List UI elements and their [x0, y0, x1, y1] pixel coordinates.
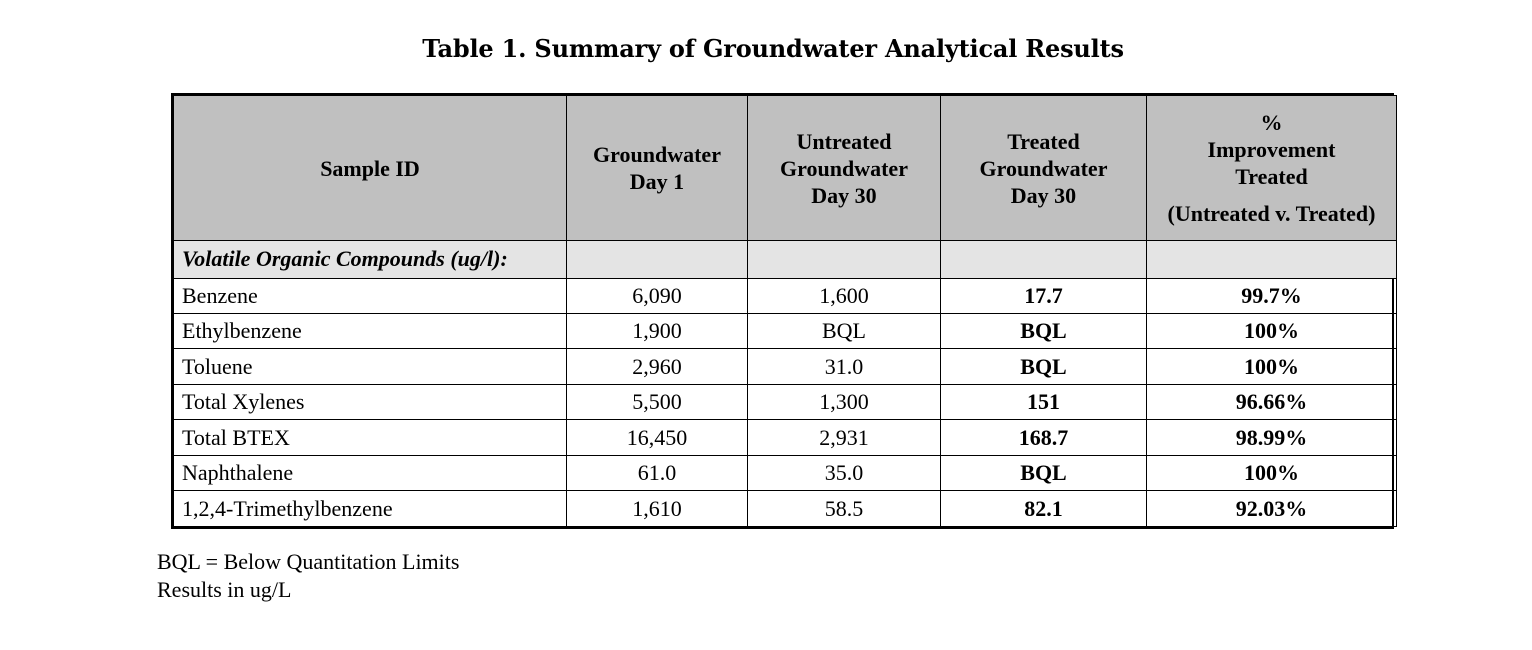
- table-notes: [157, 548, 459, 604]
- header-line: Treated: [1235, 164, 1308, 189]
- column-header-sample-id: Sample ID: [174, 96, 567, 241]
- cell-treated: BQL: [941, 349, 1147, 384]
- table-title: Table 1. Summary of Groundwater Analytical Results: [422, 34, 1124, 63]
- results-table-frame: [171, 93, 1394, 529]
- column-header-improvement: [1147, 96, 1397, 241]
- header-subline: (Untreated v. Treated): [1167, 201, 1376, 226]
- cell-untreated: 1,600: [748, 278, 941, 313]
- header-line: Day 1: [629, 169, 685, 194]
- section-cell: [748, 241, 941, 279]
- section-cell: [941, 241, 1147, 279]
- cell-untreated: 2,931: [748, 420, 941, 455]
- cell-improvement: 100%: [1147, 349, 1397, 384]
- section-label: Volatile Organic Compounds (ug/l):: [174, 241, 567, 279]
- cell-sample-name: Benzene: [174, 278, 567, 313]
- results-table: [173, 95, 1397, 527]
- cell-improvement: 99.7%: [1147, 278, 1397, 313]
- cell-treated: 82.1: [941, 491, 1147, 527]
- cell-day1: 61.0: [567, 455, 748, 490]
- section-row: [174, 241, 1397, 279]
- cell-improvement: 100%: [1147, 314, 1397, 349]
- header-line: %: [1260, 110, 1283, 135]
- section-cell: [567, 241, 748, 279]
- header-line: Day 30: [1010, 182, 1077, 208]
- column-header-untreated: [748, 96, 941, 241]
- cell-improvement: 92.03%: [1147, 491, 1397, 527]
- cell-treated: 168.7: [941, 420, 1147, 455]
- header-line: Improvement: [1207, 137, 1336, 162]
- cell-sample-name: Total Xylenes: [174, 384, 567, 419]
- cell-sample-name: Naphthalene: [174, 455, 567, 490]
- cell-day1: 16,450: [567, 420, 748, 455]
- cell-treated: 17.7: [941, 278, 1147, 313]
- column-header-day1: [567, 96, 748, 241]
- table-row: [174, 384, 1397, 419]
- note-units: Results in ug/L: [157, 577, 292, 602]
- cell-sample-name: 1,2,4-Trimethylbenzene: [174, 491, 567, 527]
- cell-treated: BQL: [941, 455, 1147, 490]
- header-row: [174, 96, 1397, 241]
- cell-sample-name: Toluene: [174, 349, 567, 384]
- table-row: [174, 455, 1397, 490]
- cell-day1: 6,090: [567, 278, 748, 313]
- header-line: Treated: [1007, 128, 1080, 154]
- cell-untreated: 31.0: [748, 349, 941, 384]
- table-row: [174, 491, 1397, 527]
- cell-untreated: 1,300: [748, 384, 941, 419]
- cell-day1: 1,610: [567, 491, 748, 527]
- table-row: [174, 420, 1397, 455]
- cell-improvement: 96.66%: [1147, 384, 1397, 419]
- cell-treated: 151: [941, 384, 1147, 419]
- cell-improvement: 100%: [1147, 455, 1397, 490]
- header-line: Groundwater: [979, 155, 1108, 181]
- cell-untreated: BQL: [748, 314, 941, 349]
- table-row: [174, 349, 1397, 384]
- cell-improvement: 98.99%: [1147, 420, 1397, 455]
- cell-day1: 1,900: [567, 314, 748, 349]
- cell-day1: 2,960: [567, 349, 748, 384]
- cell-untreated: 58.5: [748, 491, 941, 527]
- cell-treated: BQL: [941, 314, 1147, 349]
- header-line: Untreated: [796, 128, 892, 154]
- column-header-treated: [941, 96, 1147, 241]
- header-line: Groundwater: [593, 142, 721, 167]
- header-line: Day 30: [811, 182, 877, 208]
- cell-day1: 5,500: [567, 384, 748, 419]
- table-row: [174, 314, 1397, 349]
- header-line: Groundwater: [780, 155, 908, 181]
- cell-sample-name: Ethylbenzene: [174, 314, 567, 349]
- note-bql: BQL = Below Quantitation Limits: [157, 549, 460, 574]
- section-cell: [1147, 241, 1397, 279]
- table-row: [174, 278, 1397, 313]
- cell-sample-name: Total BTEX: [174, 420, 567, 455]
- cell-untreated: 35.0: [748, 455, 941, 490]
